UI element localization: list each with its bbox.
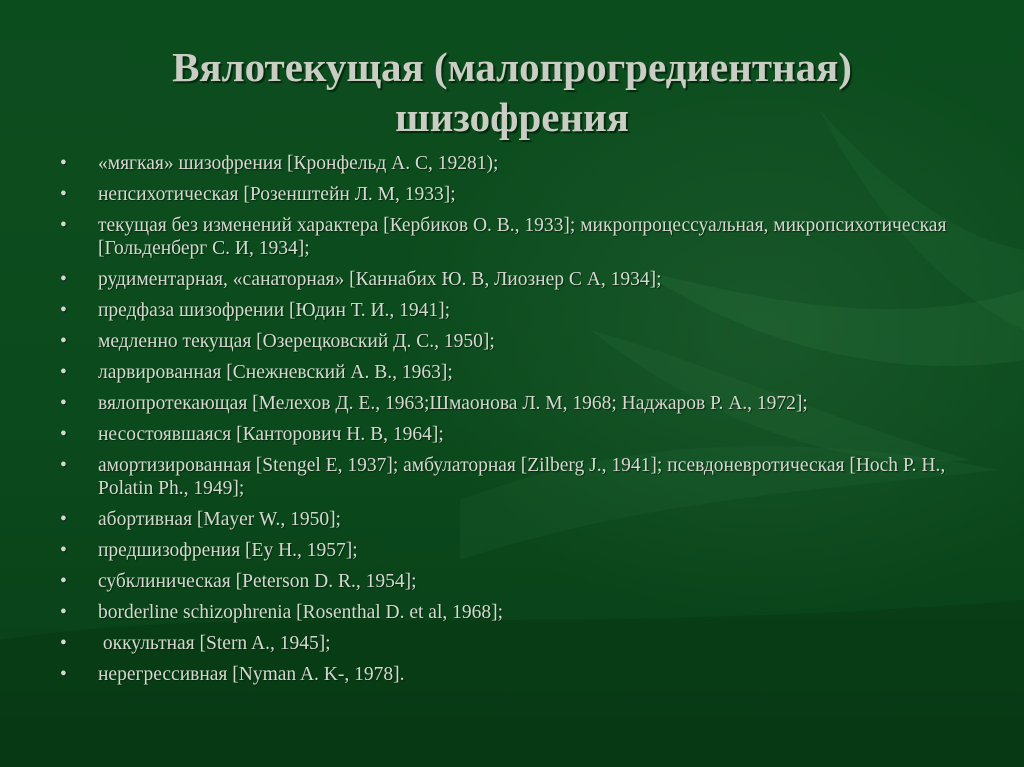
list-item-text: абортивная [Mayer W., 1950]; bbox=[98, 509, 341, 530]
list-item bbox=[58, 601, 978, 624]
list-item-text: borderline schizophrenia [Rosenthal D. et al, 1968]; bbox=[98, 602, 504, 623]
bullet-icon: • bbox=[60, 269, 67, 290]
list-item bbox=[58, 632, 978, 655]
list-item bbox=[58, 330, 978, 353]
bullet-icon: • bbox=[60, 633, 67, 654]
bullet-icon: • bbox=[60, 215, 67, 236]
bullet-icon: • bbox=[60, 153, 67, 174]
bullet-icon: • bbox=[60, 602, 67, 623]
list-item bbox=[58, 214, 978, 260]
bullet-icon: • bbox=[60, 424, 67, 445]
list-item bbox=[58, 183, 978, 206]
list-item-text: вялопротекающая [Мелехов Д. Е., 1963;Шмаонова Л. М, 1968; Наджаров Р. А., 1972]; bbox=[98, 393, 808, 414]
list-item bbox=[58, 570, 978, 593]
list-item-text: предшизофрения [Еу Н., 1957]; bbox=[98, 540, 358, 561]
list-item-text: медленно текущая [Озерецковский Д. С., 1950]; bbox=[98, 331, 495, 352]
list-item-text: рудиментарная, «санаторная» [Каннабих Ю. В, Лиознер С А, 1934]; bbox=[98, 269, 662, 290]
list-item-text: текущая без изменений характера [Кербиков О. В., 1933]; микропроцессуальная, микропсихотическая [Гольденберг С. И, 1934]; bbox=[98, 215, 947, 259]
bullet-icon: • bbox=[60, 362, 67, 383]
bullet-icon: • bbox=[60, 571, 67, 592]
list-item-text: непсихотическая [Розенштейн Л. М, 1933]; bbox=[98, 184, 456, 205]
list-item-text: «мягкая» шизофрения [Кронфельд А. С, 19281); bbox=[98, 153, 499, 174]
list-item-text: оккультная [Stern A., 1945]; bbox=[98, 633, 331, 654]
list-item bbox=[58, 454, 978, 500]
list-item bbox=[58, 423, 978, 446]
bullet-icon: • bbox=[60, 331, 67, 352]
list-item-text: предфаза шизофрении [Юдин Т. И., 1941]; bbox=[98, 300, 451, 321]
list-item bbox=[58, 539, 978, 562]
list-item bbox=[58, 361, 978, 384]
list-item-text: субклиническая [Peterson D. R., 1954]; bbox=[98, 571, 417, 592]
title-line-2: шизофрения bbox=[395, 94, 629, 140]
list-item bbox=[58, 299, 978, 322]
title-line-1: Вялотекущая (малопрогредиентная) bbox=[172, 44, 852, 90]
slide-title bbox=[60, 42, 964, 142]
list-item bbox=[58, 152, 978, 175]
bullet-icon: • bbox=[60, 664, 67, 685]
bullet-icon: • bbox=[60, 184, 67, 205]
list-item bbox=[58, 508, 978, 531]
list-item-text: нерегрессивная [Nyman A. K-, 1978]. bbox=[98, 664, 405, 685]
bullet-icon: • bbox=[60, 509, 67, 530]
bullet-icon: • bbox=[60, 393, 67, 414]
list-item bbox=[58, 268, 978, 291]
bullet-icon: • bbox=[60, 540, 67, 561]
list-item-text: амортизированная [Stengel E, 1937]; амбулаторная [Zilberg J., 1941]; псевдоневротическая [Hoch P. H., Polatin Ph., 1949]; bbox=[98, 455, 946, 499]
list-item-text: ларвированная [Снежневский А. В., 1963]; bbox=[98, 362, 453, 383]
list-item-text: несостоявшаяся [Канторович Н. В, 1964]; bbox=[98, 424, 444, 445]
bullet-icon: • bbox=[60, 455, 67, 476]
list-item bbox=[58, 663, 978, 686]
list-item bbox=[58, 392, 978, 415]
bullet-icon: • bbox=[60, 300, 67, 321]
synonyms-list bbox=[58, 152, 978, 694]
